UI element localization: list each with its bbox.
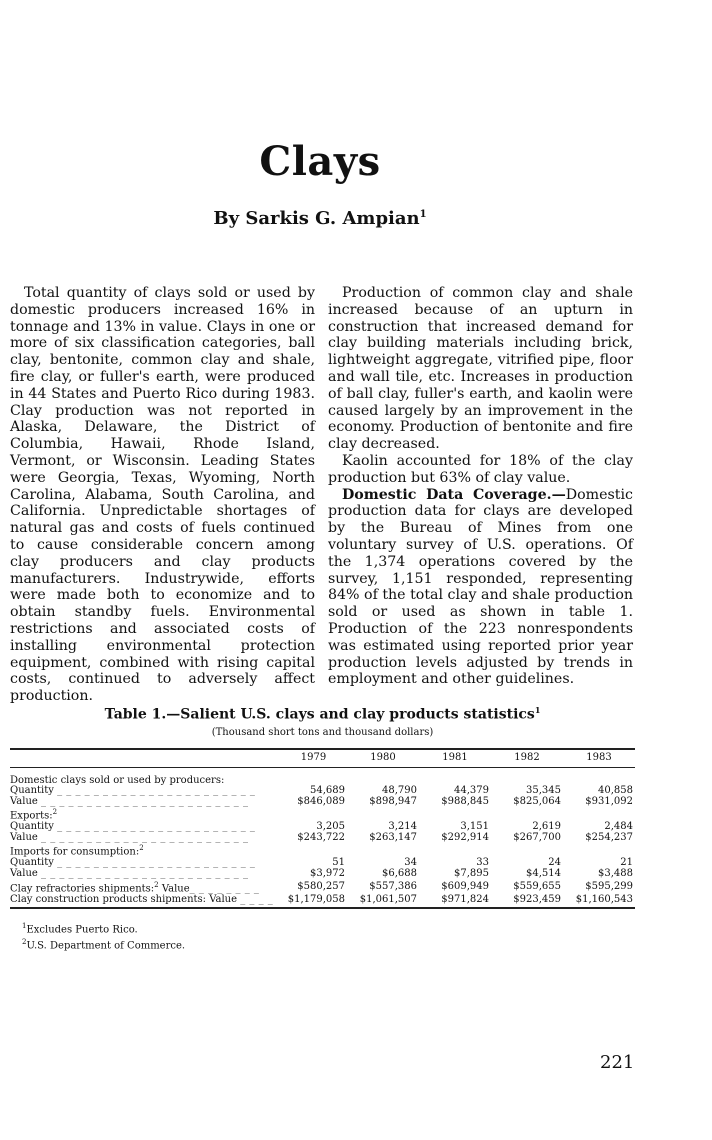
right-paragraph-1: Production of common clay and shale increased because of an upturn in construction that increased demand for clay building materials including brick, lightweight aggregate, vitrified pipe, floor and wall tile, etc. Increases in production of ball clay, fuller's earth, and kaolin were caused largely by an improvement in the economy. Production of bentonite and fire clay decreased. (328, 285, 633, 453)
cell: $609,949 (441, 880, 489, 892)
cell: 2,484 (604, 821, 633, 833)
cell: $580,257 (297, 880, 345, 892)
coverage-heading: Domestic Data Coverage.— (342, 486, 566, 503)
cell: 48,790 (382, 785, 417, 797)
footnote-1: $^1$Excludes Puerto Rico. (22, 922, 138, 936)
cell: 3,151 (460, 821, 489, 833)
cell: $1,160,543 (563, 895, 635, 909)
cell: $846,089 (297, 795, 345, 807)
author-footnote-mark: 1 (419, 209, 427, 220)
table-subtitle: (Thousand short tons and thousand dollars) (211, 727, 434, 738)
header-year: 1981 (419, 749, 491, 767)
row-label: Value _ _ _ _ _ _ _ _ _ _ _ _ _ _ _ _ _ _ _ _ _ _ _ (10, 795, 249, 807)
left-column (10, 285, 315, 705)
cell: $267,700 (513, 831, 561, 843)
table-title-text: Table 1.—Salient U.S. clays and clay products statistics (104, 706, 535, 723)
cell: $254,237 (585, 831, 633, 843)
cell: $243,722 (297, 831, 345, 843)
table-title (10, 705, 635, 723)
cell: $263,147 (369, 831, 417, 843)
cell: 35,345 (526, 785, 561, 797)
table-footnotes (22, 920, 185, 953)
table-row (10, 895, 635, 909)
cell: $6,688 (382, 868, 417, 879)
cell: $923,459 (491, 895, 563, 909)
cell: 3,214 (388, 821, 417, 833)
cell: 3,205 (316, 821, 345, 833)
table-row (10, 833, 635, 844)
header-year: 1980 (347, 749, 419, 767)
cell: 33 (476, 857, 489, 869)
cell: 44,379 (454, 785, 489, 797)
row-label: Quantity _ _ _ _ _ _ _ _ _ _ _ _ _ _ _ _ _ _ _ _ _ _ (10, 821, 256, 833)
cell: 54,689 (310, 785, 345, 797)
coverage-text: Domestic production data for clays are developed by the Bureau of Mines from one voluntary survey of U.S. operations. Of the 1,374 operations covered by the survey, 1,151 responded, representing 84% of the total clay and shale production sold or used as shown in table 1. Production of the 223 nonrespondents was estimated using reported prior year production levels adjusted by trends in employment and other guidelines. (328, 486, 634, 688)
cell: $898,947 (369, 795, 417, 807)
cell: $825,064 (513, 795, 561, 807)
table-row (10, 869, 635, 880)
header-year: 1983 (563, 749, 635, 767)
right-paragraph-3 (328, 487, 633, 689)
cell: $4,514 (526, 868, 561, 879)
cell: $3,972 (310, 868, 345, 879)
table-row (10, 880, 635, 895)
table-row (10, 807, 635, 822)
cell: $971,824 (419, 895, 491, 909)
cell: 21 (620, 857, 633, 869)
cell: $595,299 (585, 880, 633, 892)
cell: $7,895 (454, 868, 489, 879)
left-paragraph-1: Total quantity of clays sold or used by domestic producers increased 16% in tonnage and 13% in value. Clays in one or more of six classification categories, ball clay, bentonite, common clay and shale, fire clay, or fuller's earth, were produced in 44 States and Puerto Rico during 1983. Clay production was not reported in Alaska, Delaware, the District of Columbia, Hawaii, Rhode Island, Vermont, or Wisconsin. Leading States were Georgia, Texas, Wyoming, North Carolina, Alabama, South Carolina, and California. Unpredictable shortages of natural gas and costs of fuels continued to cause considerable concern among clay producers and clay products manufacturers. Industrywide, efforts were made both to economize and to obtain standby fuels. Environmental restrictions and associated costs of installing environmental protection equipment, combined with rising capital costs, continued to adversely affect production. (10, 285, 315, 705)
row-label: Value _ _ _ _ _ _ _ _ _ _ _ _ _ _ _ _ _ _ _ _ _ _ _ (10, 868, 249, 879)
cell: $1,061,507 (347, 895, 419, 909)
salient-statistics-table (10, 748, 635, 909)
author-byline (0, 208, 640, 229)
footnote-2: $^2$U.S. Department of Commerce. (22, 938, 186, 952)
cell: $292,914 (441, 831, 489, 843)
cell: 40,858 (598, 785, 633, 797)
cell: $559,655 (513, 880, 561, 892)
table-row (10, 767, 635, 786)
author-name: By Sarkis G. Ampian (213, 208, 420, 229)
row-label: Quantity _ _ _ _ _ _ _ _ _ _ _ _ _ _ _ _ _ _ _ _ _ _ (10, 857, 256, 869)
header-year: 1982 (491, 749, 563, 767)
header-year: 1979 (280, 749, 347, 767)
row-heading: Domestic clays sold or used by producers: (10, 774, 225, 786)
cell: 24 (548, 857, 561, 869)
row-heading: Imports for consumption:$^2$ (10, 844, 144, 858)
page-number: 221 (600, 1052, 635, 1073)
cell: $557,386 (369, 880, 417, 892)
row-heading: Exports:$^2$ (10, 808, 58, 822)
table-header-row (10, 749, 635, 767)
row-label: Value _ _ _ _ _ _ _ _ _ _ _ _ _ _ _ _ _ _ _ _ _ _ _ (10, 831, 249, 843)
row-label: Quantity _ _ _ _ _ _ _ _ _ _ _ _ _ _ _ _ _ _ _ _ _ _ (10, 785, 256, 797)
cell: 34 (404, 857, 417, 869)
row-label: Clay refractories shipments:$^2$ Value_ _ _ _ _ _ _ _ (10, 880, 260, 894)
cell: $3,488 (598, 868, 633, 879)
page-title: Clays (259, 138, 381, 185)
table-title-note: 1 (534, 705, 541, 715)
cell: 51 (332, 857, 345, 869)
cell: 2,619 (532, 821, 561, 833)
row-label: Clay construction products shipments: Value _ _ _ _ (10, 895, 280, 909)
right-paragraph-2: Kaolin accounted for 18% of the clay production but 63% of clay value. (328, 452, 633, 486)
cell: $988,845 (441, 795, 489, 807)
table-row (10, 797, 635, 808)
table-row (10, 843, 635, 858)
header-blank (10, 749, 280, 767)
right-column (328, 285, 633, 688)
cell: $931,092 (585, 795, 633, 807)
cell: $1,179,058 (280, 895, 347, 909)
